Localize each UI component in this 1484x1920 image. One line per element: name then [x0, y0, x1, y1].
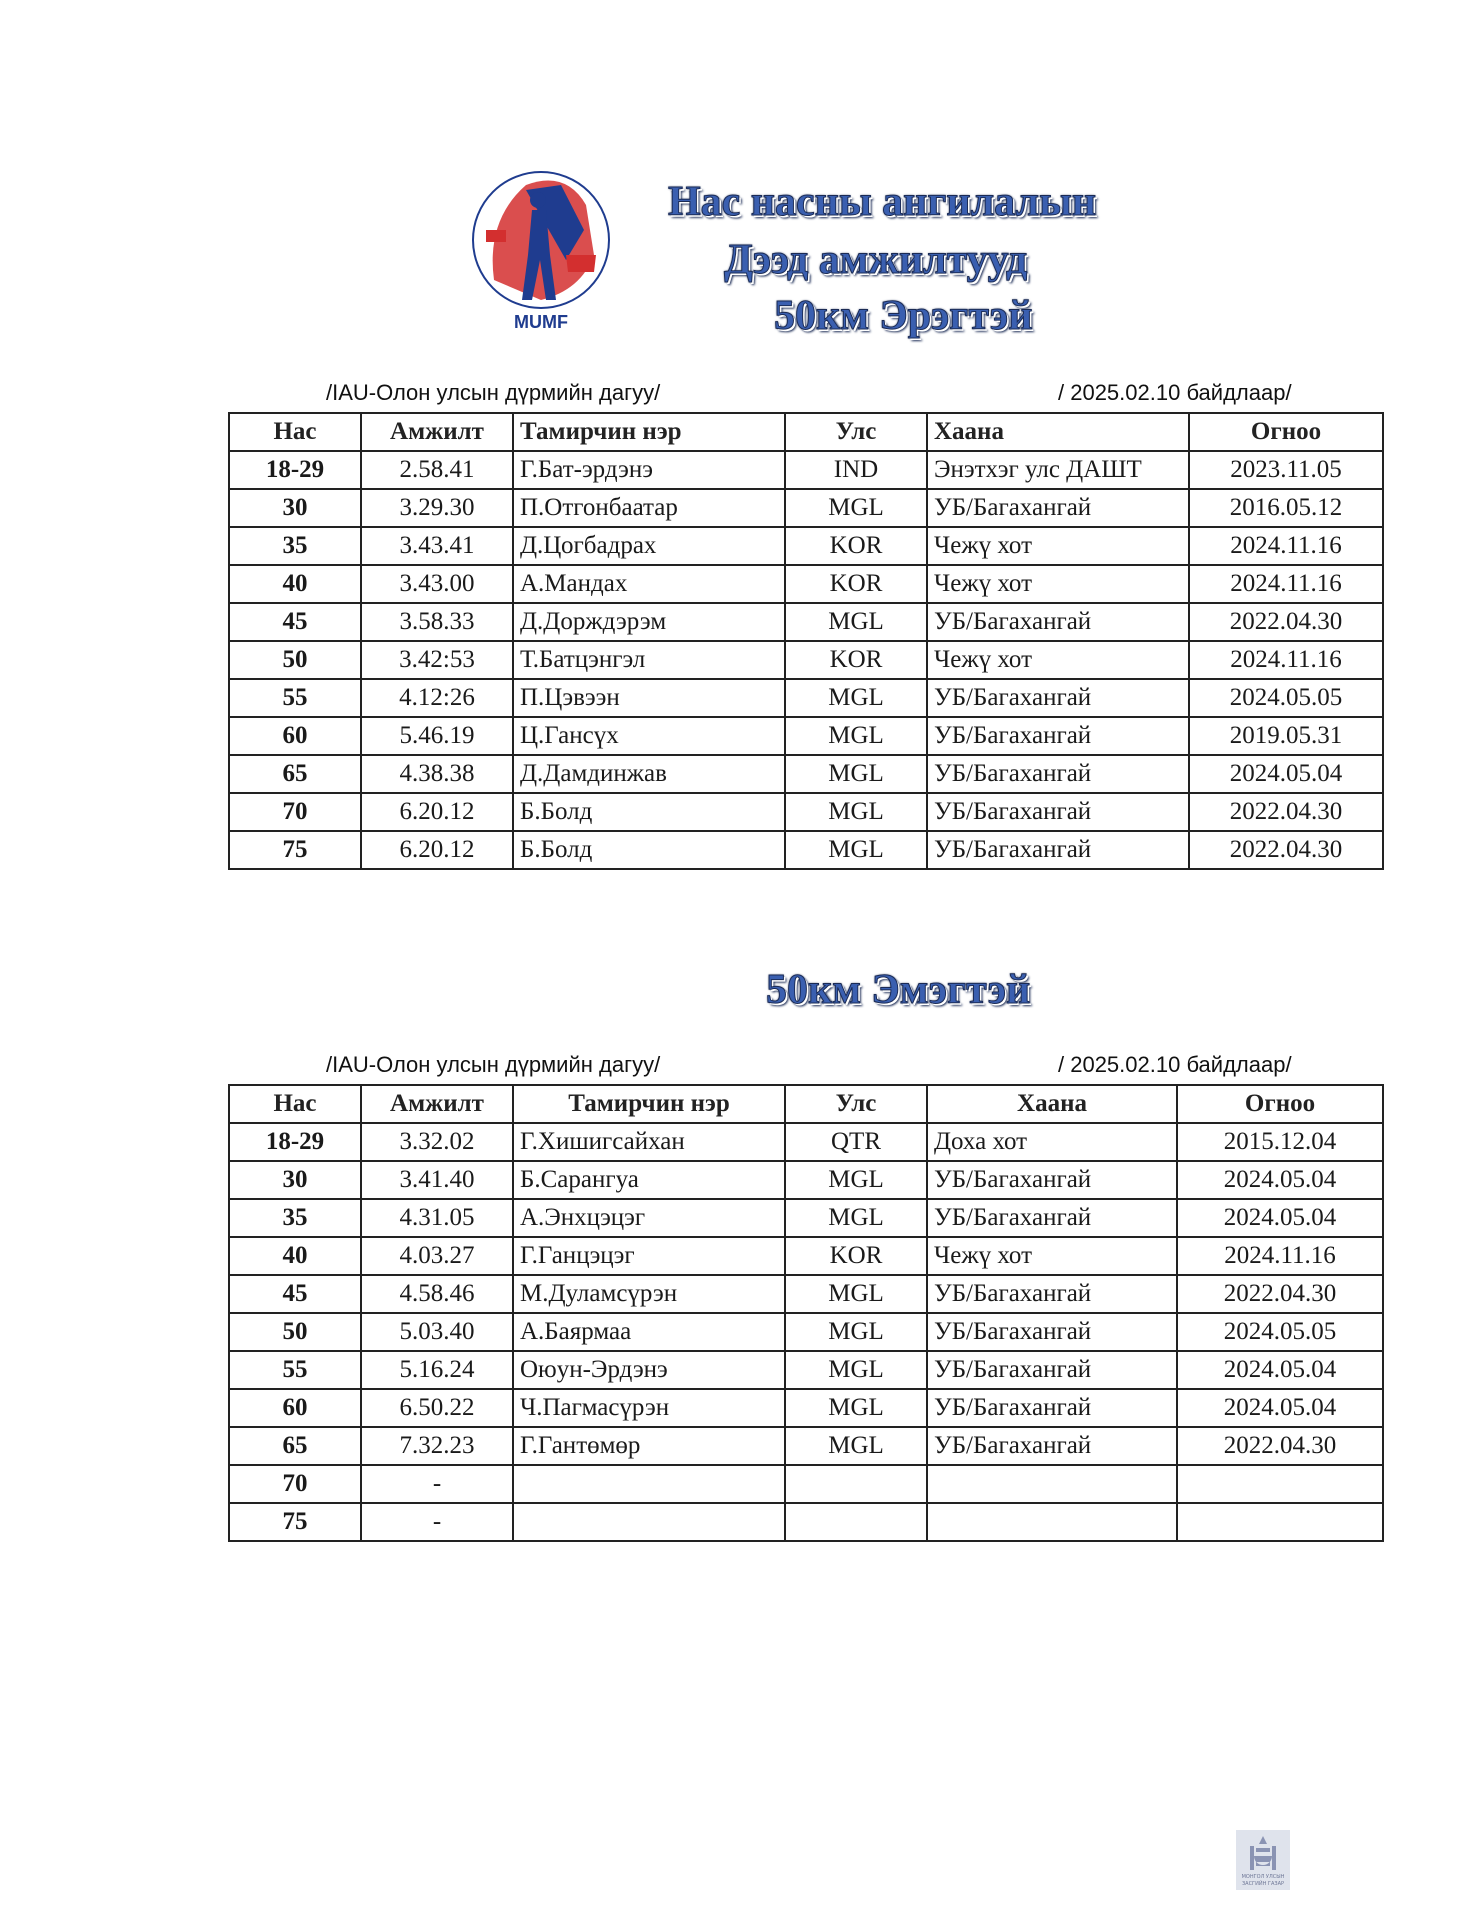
table-row [229, 1199, 1383, 1237]
women-table-body [229, 1123, 1383, 1541]
table-row [229, 565, 1383, 603]
date-cell: 2022.04.30 [1177, 1427, 1383, 1465]
table-row [229, 641, 1383, 679]
age-cell: 35 [229, 1199, 361, 1237]
age-cell: 65 [229, 1427, 361, 1465]
date-cell: 2024.05.05 [1177, 1313, 1383, 1351]
athlete-cell: Т.Батцэнгэл [513, 641, 785, 679]
venue-cell: Чежү хот [927, 565, 1189, 603]
header-age: Нас [229, 1085, 361, 1123]
header-country: Улс [785, 413, 927, 451]
athlete-cell: Б.Болд [513, 793, 785, 831]
venue-cell: УБ/Багахангай [927, 1313, 1177, 1351]
women-rule-note: /IAU-Олон улсын дүрмийн дагуу/ [326, 1052, 661, 1077]
age-cell: 45 [229, 1275, 361, 1313]
result-cell: 6.20.12 [361, 831, 513, 869]
result-cell: 2.58.41 [361, 451, 513, 489]
age-cell: 55 [229, 1351, 361, 1389]
athlete-cell: Ч.Пагмасүрэн [513, 1389, 785, 1427]
result-cell: 3.29.30 [361, 489, 513, 527]
result-cell: 5.03.40 [361, 1313, 513, 1351]
result-cell: 3.32.02 [361, 1123, 513, 1161]
result-cell: 4.38.38 [361, 755, 513, 793]
table-row [229, 1503, 1383, 1541]
athlete-cell [513, 1465, 785, 1503]
date-cell: 2022.04.30 [1177, 1275, 1383, 1313]
athlete-cell: Г.Гантөмөр [513, 1427, 785, 1465]
venue-cell: УБ/Багахангай [927, 1351, 1177, 1389]
athlete-cell: Д.Дорждэрэм [513, 603, 785, 641]
table-row [229, 1237, 1383, 1275]
seal-text: ЗАСГИЙН ГАЗАР [1241, 1881, 1285, 1887]
country-cell: KOR [785, 1237, 927, 1275]
athlete-cell: Г.Хишигсайхан [513, 1123, 785, 1161]
date-cell: 2016.05.12 [1189, 489, 1383, 527]
country-cell: KOR [785, 527, 927, 565]
result-cell: 3.58.33 [361, 603, 513, 641]
age-cell: 50 [229, 1313, 361, 1351]
result-cell: 6.50.22 [361, 1389, 513, 1427]
age-cell: 35 [229, 527, 361, 565]
women-title: 50км Эмэгтэй [766, 967, 1031, 1013]
venue-cell [927, 1503, 1177, 1541]
country-cell: MGL [785, 1275, 927, 1313]
country-cell: KOR [785, 641, 927, 679]
country-cell: MGL [785, 831, 927, 869]
venue-cell: УБ/Багахангай [927, 1427, 1177, 1465]
athlete-cell: Г.Ганцэцэг [513, 1237, 785, 1275]
result-cell: 5.46.19 [361, 717, 513, 755]
result-cell: 3.43.00 [361, 565, 513, 603]
table-row [229, 1427, 1383, 1465]
table-header-row [229, 413, 1383, 451]
age-cell: 65 [229, 755, 361, 793]
table-row [229, 831, 1383, 869]
country-cell: QTR [785, 1123, 927, 1161]
athlete-cell: Ц.Гансүх [513, 717, 785, 755]
result-cell: 4.58.46 [361, 1275, 513, 1313]
date-cell: 2024.11.16 [1189, 641, 1383, 679]
result-cell: 3.41.40 [361, 1161, 513, 1199]
age-cell: 60 [229, 717, 361, 755]
result-cell: 4.03.27 [361, 1237, 513, 1275]
women-records-table [228, 1084, 1384, 1542]
mumf-logo [466, 160, 616, 340]
date-cell: 2024.11.16 [1177, 1237, 1383, 1275]
venue-cell: Энэтхэг улс ДАШТ [927, 451, 1189, 489]
logo-text: MUMF [514, 312, 568, 332]
country-cell: MGL [785, 717, 927, 755]
venue-cell: УБ/Багахангай [927, 831, 1189, 869]
age-cell: 45 [229, 603, 361, 641]
title-line-1: Нас насны ангилалын [668, 179, 1097, 225]
result-cell: 7.32.23 [361, 1427, 513, 1465]
venue-cell: УБ/Багахангай [927, 793, 1189, 831]
header-result: Амжилт [361, 413, 513, 451]
country-cell [785, 1503, 927, 1541]
date-cell: 2019.05.31 [1189, 717, 1383, 755]
table-header-row [229, 1085, 1383, 1123]
athlete-cell: Б.Сарангуа [513, 1161, 785, 1199]
table-row [229, 603, 1383, 641]
country-cell: MGL [785, 1199, 927, 1237]
age-cell: 70 [229, 793, 361, 831]
country-cell: MGL [785, 1161, 927, 1199]
result-cell: 4.31.05 [361, 1199, 513, 1237]
age-cell: 60 [229, 1389, 361, 1427]
athlete-cell: П.Отгонбаатар [513, 489, 785, 527]
country-cell: IND [785, 451, 927, 489]
athlete-cell: П.Цэвээн [513, 679, 785, 717]
table-row [229, 679, 1383, 717]
country-cell: MGL [785, 1313, 927, 1351]
venue-cell: УБ/Багахангай [927, 717, 1189, 755]
result-cell: 3.42:53 [361, 641, 513, 679]
country-cell: MGL [785, 793, 927, 831]
venue-cell: УБ/Багахангай [927, 1161, 1177, 1199]
header-venue: Хаана [927, 413, 1189, 451]
venue-cell: Доха хот [927, 1123, 1177, 1161]
age-cell: 30 [229, 1161, 361, 1199]
soyombo-seal-icon [1236, 1830, 1290, 1890]
mumf-logo-icon [466, 160, 616, 340]
athlete-cell: Оюун-Эрдэнэ [513, 1351, 785, 1389]
date-cell: 2022.04.30 [1189, 603, 1383, 641]
age-cell: 30 [229, 489, 361, 527]
venue-cell: Чежү хот [927, 527, 1189, 565]
country-cell: MGL [785, 679, 927, 717]
date-cell: 2024.05.04 [1189, 755, 1383, 793]
table-row [229, 1161, 1383, 1199]
government-seal [1236, 1830, 1290, 1890]
athlete-cell: Д.Цогбадрах [513, 527, 785, 565]
table-row [229, 451, 1383, 489]
header-result: Амжилт [361, 1085, 513, 1123]
venue-cell: УБ/Багахангай [927, 1199, 1177, 1237]
table-row [229, 717, 1383, 755]
date-cell: 2024.11.16 [1189, 565, 1383, 603]
age-cell: 40 [229, 1237, 361, 1275]
result-cell: 3.43.41 [361, 527, 513, 565]
country-cell: KOR [785, 565, 927, 603]
athlete-cell: М.Дуламсүрэн [513, 1275, 785, 1313]
date-cell: 2024.05.04 [1177, 1351, 1383, 1389]
result-cell: - [361, 1465, 513, 1503]
table-row [229, 1389, 1383, 1427]
men-records-table [228, 412, 1384, 870]
athlete-cell: А.Энхцэцэг [513, 1199, 785, 1237]
date-cell: 2024.05.04 [1177, 1389, 1383, 1427]
venue-cell: Чежү хот [927, 641, 1189, 679]
table-row [229, 1313, 1383, 1351]
header-date: Огноо [1189, 413, 1383, 451]
venue-cell: УБ/Багахангай [927, 755, 1189, 793]
header-athlete: Тамирчин нэр [513, 1085, 785, 1123]
table-row [229, 527, 1383, 565]
women-date-note: / 2025.02.10 байдлаар/ [1058, 1052, 1292, 1077]
venue-cell: УБ/Багахангай [927, 489, 1189, 527]
age-cell: 75 [229, 831, 361, 869]
date-cell: 2023.11.05 [1189, 451, 1383, 489]
men-table-body [229, 451, 1383, 869]
title-line-2: Дээд амжилтууд [724, 237, 1028, 283]
date-cell: 2015.12.04 [1177, 1123, 1383, 1161]
athlete-cell: Б.Болд [513, 831, 785, 869]
date-cell: 2024.11.16 [1189, 527, 1383, 565]
venue-cell: УБ/Багахангай [927, 603, 1189, 641]
table-row [229, 755, 1383, 793]
country-cell: MGL [785, 1427, 927, 1465]
table-row [229, 1123, 1383, 1161]
athlete-cell: Д.Дамдинжав [513, 755, 785, 793]
table-row [229, 489, 1383, 527]
country-cell: MGL [785, 489, 927, 527]
table-row [229, 1465, 1383, 1503]
venue-cell: УБ/Багахангай [927, 679, 1189, 717]
result-cell: 6.20.12 [361, 793, 513, 831]
athlete-cell [513, 1503, 785, 1541]
table-row [229, 1275, 1383, 1313]
venue-cell: УБ/Багахангай [927, 1275, 1177, 1313]
date-cell: 2022.04.30 [1189, 831, 1383, 869]
date-cell: 2024.05.04 [1177, 1161, 1383, 1199]
men-date-note: / 2025.02.10 байдлаар/ [1058, 380, 1292, 405]
age-cell: 40 [229, 565, 361, 603]
header-age: Нас [229, 413, 361, 451]
result-cell: 4.12:26 [361, 679, 513, 717]
date-cell [1177, 1503, 1383, 1541]
athlete-cell: А.Баярмаа [513, 1313, 785, 1351]
age-cell: 75 [229, 1503, 361, 1541]
age-cell: 18-29 [229, 1123, 361, 1161]
title-line-3: 50км Эрэгтэй [774, 293, 1033, 339]
venue-cell: Чежү хот [927, 1237, 1177, 1275]
header-venue: Хаана [927, 1085, 1177, 1123]
country-cell: MGL [785, 755, 927, 793]
date-cell: 2024.05.05 [1189, 679, 1383, 717]
header-date: Огноо [1177, 1085, 1383, 1123]
athlete-cell: А.Мандах [513, 565, 785, 603]
result-cell: - [361, 1503, 513, 1541]
date-cell: 2022.04.30 [1189, 793, 1383, 831]
country-cell [785, 1465, 927, 1503]
venue-cell: УБ/Багахангай [927, 1389, 1177, 1427]
venue-cell [927, 1465, 1177, 1503]
men-rule-note: /IAU-Олон улсын дүрмийн дагуу/ [326, 380, 661, 405]
table-row [229, 793, 1383, 831]
country-cell: MGL [785, 1389, 927, 1427]
seal-text: МОНГОЛ УЛСЫН [1241, 1874, 1285, 1880]
age-cell: 50 [229, 641, 361, 679]
date-cell [1177, 1465, 1383, 1503]
header-athlete: Тамирчин нэр [513, 413, 785, 451]
result-cell: 5.16.24 [361, 1351, 513, 1389]
country-cell: MGL [785, 1351, 927, 1389]
age-cell: 70 [229, 1465, 361, 1503]
age-cell: 18-29 [229, 451, 361, 489]
athlete-cell: Г.Бат-эрдэнэ [513, 451, 785, 489]
age-cell: 55 [229, 679, 361, 717]
country-cell: MGL [785, 603, 927, 641]
header-country: Улс [785, 1085, 927, 1123]
table-row [229, 1351, 1383, 1389]
date-cell: 2024.05.04 [1177, 1199, 1383, 1237]
